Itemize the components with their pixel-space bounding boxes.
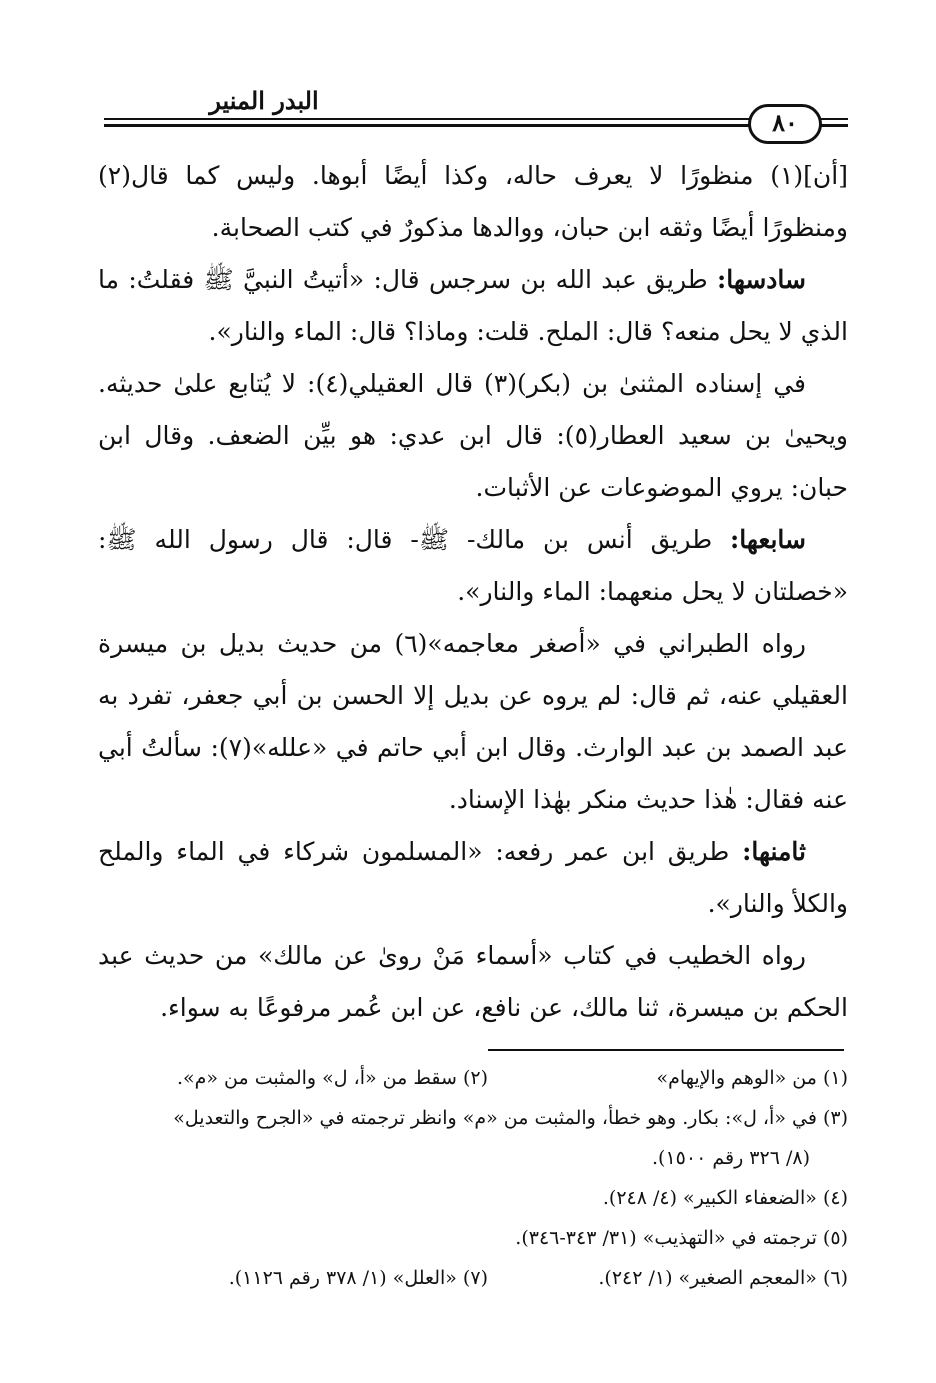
page-header — [104, 80, 848, 140]
section-heading: سادسها: — [716, 265, 806, 294]
main-text — [98, 150, 848, 1034]
page-number: ٨٠ — [748, 104, 822, 144]
section-heading: سابعها: — [730, 525, 806, 554]
paragraph: [أن](١) منظورًا لا يعرف حاله، وكذا أيضًا أبوها. وليس كما قال(٢) ومنظورًا أيضًا وثقه ابن حبان، ووالدها مذكورٌ في كتب الصحابة. — [98, 161, 848, 242]
footnote: (٦) «المعجم الصغير» (١/ ٢٤٢). — [598, 1267, 848, 1289]
footnote-row — [100, 1058, 848, 1098]
footnote: (١) من «الوهم والإيهام» — [656, 1067, 848, 1089]
paragraph: رواه الطبراني في «أصغر معاجمه»(٦) من حديث بديل بن ميسرة العقيلي عنه، ثم قال: لم يروه عن بديل إلا الحسن بن أبي جعفر، تفرد به عبد الصمد بن عبد الوارث. وقال ابن أبي حاتم في «علله»(٧): سألتُ أبي عنه فقال: هٰذا حديث منكر بهٰذا الإسناد. — [98, 629, 849, 814]
footnote: (٧) «العلل» (١/ ٣٧٨ رقم ١١٢٦). — [228, 1267, 488, 1289]
paragraph — [98, 514, 848, 618]
footnote-continuation: (٨/ ٣٢٦ رقم ١٥٠٠). — [652, 1147, 810, 1169]
header-rule-thin — [104, 118, 848, 120]
paragraph: في إسناده المثنىٰ بن (بكر)(٣) قال العقيلي(٤): لا يُتابع علىٰ حديثه. ويحيىٰ بن سعيد العطار(٥): قال ابن عدي: هو بيِّن الضعف. وقال ابن حبان: يروي الموضوعات عن الأثبات. — [98, 369, 848, 502]
footnotes — [100, 1058, 848, 1298]
footnote: (٢) سقط من «أ، ل» والمثبت من «م». — [176, 1067, 488, 1089]
footnote-row — [100, 1258, 848, 1298]
paragraph: رواه الخطيب في كتاب «أسماء مَنْ روىٰ عن مالك» من حديث عبد الحكم بن ميسرة، ثنا مالك، عن نافع، عن ابن عُمر مرفوعًا به سواء. — [98, 941, 848, 1022]
paragraph — [98, 826, 848, 930]
paragraph-text: طريق ابن عمر رفعه: «المسلمون شركاء في الماء والملح والكلأ والنار». — [98, 837, 848, 918]
footnote: (٣) في «أ، ل»: بكار. وهو خطأ، والمثبت من «م» وانظر ترجمته في «الجرح والتعديل» — [173, 1107, 848, 1129]
running-title: البدر المنير — [209, 86, 319, 115]
footnote-separator — [488, 1049, 844, 1051]
paragraph-text: طريق عبد الله بن سرجس قال: «أتيتُ النبيَّ ﷺ فقلتُ: ما الذي لا يحل منعه؟ قال: الملح. قلت: وماذا؟ قال: الماء والنار». — [98, 265, 848, 346]
paragraph-text: طريق أنس بن مالك- ﷺ- قال: قال رسول الله ﷺ: «خصلتان لا يحل منعهما: الماء والنار». — [98, 525, 848, 606]
paragraph — [98, 254, 848, 358]
header-rule-thick — [104, 124, 848, 127]
footnote: (٤) «الضعفاء الكبير» (٤/ ٢٤٨). — [602, 1187, 848, 1209]
footnote: (٥) ترجمته في «التهذيب» (٣١/ ٣٤٣-٣٤٦). — [515, 1227, 848, 1249]
section-heading: ثامنها: — [742, 837, 806, 866]
